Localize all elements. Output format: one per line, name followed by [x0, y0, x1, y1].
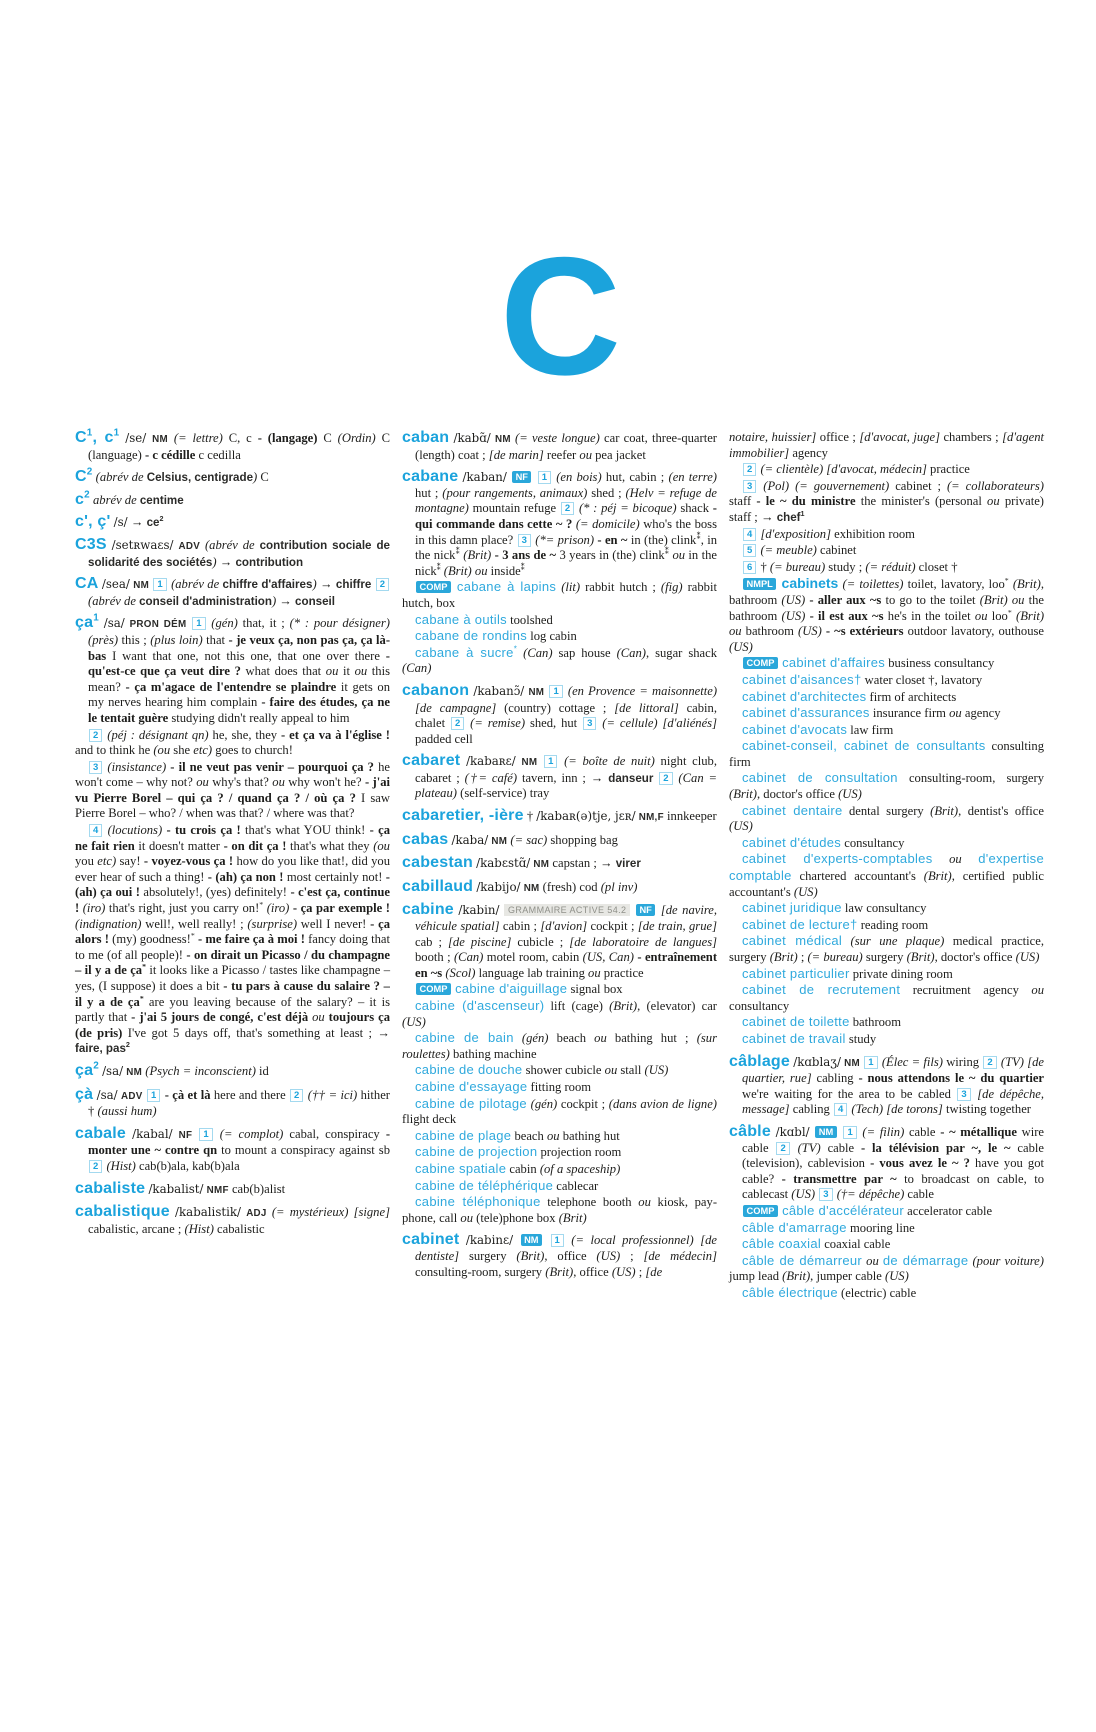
dictionary-column-3	[729, 430, 1044, 1301]
entry-headword-line: câble /kɑbl/ NM 1 (= filin) cable - ~ métallique wire cable 2 (TV) cable - la télévision par ~, le ~ cable (television), cablevision - vous avez le ~ ? have you got cable? - transmettre par ~ to broadcast on cable, to cablecast (US) 3 (†= dépêche) cable	[729, 1122, 1045, 1202]
dictionary-entry	[75, 1060, 390, 1081]
dictionary-entry	[402, 855, 717, 873]
compound-line: cabine de douche shower cubicle ou stall (US)	[415, 1062, 669, 1078]
compound-line: câble électrique (electric) cable	[742, 1284, 917, 1300]
dictionary-page	[0, 222, 1096, 1301]
compound-line: COMP cabane à lapins (lit) rabbit hutch ; (fig) rabbit hutch, box	[402, 579, 717, 610]
entry-headword-line: cabine /kabin/ GRAMMAIRE ACTIVE 54.2 NF [de navire, véhicule spatial] cabin ; [d'avion] cockpit ; [de train, grue] cab ; [de piscine] cubicle ; [de laboratoire de langues] booth ; (Can) motel room, cabin (US, Can) - entraînement en ~s (Scol) language lab training ou practice	[402, 901, 718, 980]
compound-line: cabine de bain (gén) beach ou bathing hut ; (sur roulettes) bathing machine	[402, 1030, 717, 1061]
entry-sense-line: 3 (insistance) - il ne veut pas venir – pourquoi ça ? he won't come – why not? ou why's that? ou why won't he? - j'ai vu Pierre Borel – qui ça ? / quand ça ? / où ça ? I saw Pierre Borel – who? / when was that? / where was that?	[75, 759, 391, 821]
entry-headword-line: $ça^1$ /sa/ PRON DÉM 1 (gén) that, it ; (* : pour désigner) (près) this ; (plus loin) that - je veux ça, non pas ça, ça là-bas I want that one, not this one, that one over there - qu'est-ce que ça veut dire ? what does that ou it ou this mean? - ça m'agace de l'entendre se plaindre it gets on my nerves hearing him complain - faire des études, ça ne le tentait guère studying didn't really appeal to him	[75, 613, 391, 725]
entry-headword-line: cabane /kaban/ NF 1 (en bois) hut, cabin ; (en terre) hut ; (pour rangements, animaux) shed ; (Helv = refuge de montagne) mountain refuge 2 (* : péj = bicoque) shack - qui commande dans cette ~ ? (= domicile) who's the boss in this damn place? 3 (*= prison) - en ~ in (the) clink⁑, in the nick⁑ (Brit) - 3 ans de ~ 3 years in (the) clink⁑ ou in the nick⁑ (Brit) ou inside⁑	[402, 468, 717, 578]
entry-sense-line: 5 (= meuble) cabinet	[729, 543, 1044, 559]
compound-line: cabine d'essayage fitting room	[415, 1078, 592, 1094]
dictionary-entry	[75, 537, 390, 570]
compound-line: cabinet juridique law consultancy	[742, 900, 927, 916]
compound-line: cabine spatiale cabin (of a spaceship)	[415, 1160, 621, 1176]
compound-line: cabinet de toilette bathroom	[742, 1014, 902, 1030]
entry-sense-line: 2 (= clientèle) [d'avocat, médecin] practice	[729, 462, 1044, 478]
compound-line: cabinet de recrutement recruitment agency ou consultancy	[729, 982, 1044, 1013]
entry-sense-line: 6 † (= bureau) study ; (= réduit) closet †	[729, 560, 1044, 576]
entry-headword-line: çà /sa/ ADV 1 - çà et là here and there 2 (†† = ici) hither † (aussi hum)	[75, 1085, 391, 1119]
entry-headword-line: $ça^2$ /sa/ NM (Psych = inconscient) id	[75, 1060, 269, 1079]
entry-headword-line: cabalistique /kabalistik/ ADJ (= mystérieux) [signe] cabalistic, arcane ; (Hist) cabalistic	[75, 1203, 390, 1236]
compound-line: cabine de projection projection room	[415, 1144, 622, 1160]
entry-sense-line: 3 (Pol) (= gouvernement) cabinet ; (= collaborateurs) staff - le ~ du ministre the minister's (personal ou private) staff ; → chef$^1$	[729, 478, 1044, 524]
dictionary-entry	[75, 466, 390, 486]
dictionary-entry	[729, 430, 1044, 1048]
dictionary-entry	[75, 1126, 390, 1175]
compound-line: cabinet particulier private dining room	[742, 965, 953, 981]
dictionary-entry	[75, 1087, 390, 1120]
entry-headword-line: C3S /setʀwaɛs/ ADV (abrév de contribution sociale de solidarité des sociétés) → contribution	[75, 535, 391, 569]
dictionary-entry	[402, 430, 717, 463]
compound-line: cabinet de travail study	[742, 1030, 877, 1046]
compound-line: cabane de rondins log cabin	[415, 628, 577, 644]
dictionary-entry	[402, 808, 717, 826]
compound-line: COMP cabinet d'affaires business consultancy	[729, 655, 1044, 672]
entry-headword-line: cabanon /kabanɔ̃/ NM 1 (en Provence = maisonnette) [de campagne] (country) cottage ; [de littoral] cabin, chalet 2 (= remise) shed, hut 3 (= cellule) [d'aliénés] padded cell	[402, 681, 718, 746]
entry-sense-line: NMPL cabinets (= toilettes) toilet, lavatory, loo* (Brit), bathroom (US) - aller aux ~s to go to the toilet (Brit) ou the bathroom (US) - il est aux ~s he's in the toilet ou loo* (Brit) ou bathroom (US) - ~s extérieurs outdoor lavatory, outhouse (US)	[729, 575, 1045, 654]
columns-container	[75, 427, 1045, 1301]
dictionary-entry	[75, 1204, 390, 1237]
entry-headword-line: cabale /kabal/ NF 1 (= complot) cabal, conspiracy - monter une ~ contre qn to mount a conspiracy against sb 2 (Hist) cab(b)ala, kab(b)ala	[75, 1124, 391, 1173]
entry-headword-line: $C^1$, $c^1$ /se/ NM (= lettre) C, c - (langage) C (Ordin) C (language) - c cédille c cedilla	[75, 427, 390, 462]
compound-line: cabine de plage beach ou bathing hut	[415, 1127, 620, 1143]
dictionary-entry	[402, 879, 717, 897]
dictionary-entry	[75, 1181, 390, 1199]
compound-line: câble coaxial coaxial cable	[742, 1236, 891, 1252]
dictionary-entry	[75, 576, 390, 609]
dictionary-entry	[75, 427, 390, 463]
dictionary-entry	[75, 514, 390, 531]
dictionary-entry	[729, 1054, 1044, 1118]
compound-line: cabane à sucre* (Can) sap house (Can), sugar shack (Can)	[402, 644, 717, 676]
entry-headword-line: cabestan /kabɛstɑ̃/ NM capstan ; → virer	[402, 854, 641, 872]
compound-line: cabane à outils toolshed	[415, 611, 553, 627]
dictionary-entry	[402, 683, 717, 747]
dictionary-entry	[402, 1232, 717, 1280]
compound-line: cabinet d'avocats law firm	[742, 721, 894, 737]
dictionary-entry	[75, 615, 390, 1057]
dictionary-entry	[75, 489, 390, 509]
entry-headword-line: cabaret /kabaʀɛ/ NM 1 (= boîte de nuit) night club, cabaret ; (†= café) tavern, inn ; → danseur 2 (Can = plateau) (self-service) tray	[402, 752, 717, 801]
dictionary-entry	[402, 469, 717, 677]
compound-line: cabinet d'architectes firm of architects	[742, 688, 957, 704]
compound-line: cabine (d'ascenseur) lift (cage) (Brit), (elevator) car (US)	[402, 998, 717, 1029]
entry-headword-line: cabinet /kabinɛ/ NM 1 (= local professionnel) [de dentiste] surgery (Brit), office (US) ; [de médecin] consulting-room, surgery (Brit), office (US) ; [de	[402, 1231, 717, 1279]
compound-line: câble de démarreur ou de démarrage (pour voiture) jump lead (Brit), jumper cable (US)	[729, 1252, 1044, 1284]
dictionary-entry	[402, 902, 717, 1226]
entry-headword-line: cabillaud /kabijo/ NM (fresh) cod (pl inv)	[402, 877, 638, 895]
entry-headword-line: $c^2$ abrév de centime	[75, 489, 184, 508]
entry-sense-line: 2 (péj : désignant qn) he, she, they - et ça va à l'église ! and to think he (ou she etc) goes to church!	[75, 727, 390, 758]
compound-line: cabinet d'aisances† water closet †, lavatory	[742, 671, 983, 687]
entry-headword-line: cabas /kaba/ NM (= sac) shopping bag	[402, 830, 618, 848]
section-letter: C	[499, 222, 620, 410]
compound-line: cabine téléphonique telephone booth ou kiosk, pay-phone, call ou (tele)phone box (Brit)	[402, 1194, 718, 1225]
dictionary-column-2	[402, 430, 717, 1301]
compound-line: cabinet médical (sur une plaque) medical practice, surgery (Brit) ; (= bureau) surgery (Brit), doctor's office (US)	[729, 933, 1045, 964]
compound-line: cabinet d'experts-comptables ou d'expertise comptable chartered accountant's (Brit), certified public accountant's (US)	[729, 851, 1045, 899]
entry-headword-line: CA /sea/ NM 1 (abrév de chiffre d'affaires) → chiffre 2 (abrév de conseil d'administration) → conseil	[75, 576, 390, 609]
entry-headword-line: c', ç' $/s/ \to ce^2$	[75, 513, 164, 531]
compound-line: cabinet d'assurances insurance firm ou agency	[742, 705, 1001, 721]
compound-line: cabinet de lecture† reading room	[742, 916, 929, 932]
entry-headword-line: câblage /kɑblaʒ/ NM 1 (Élec = fils) wiring 2 (TV) [de quartier, rue] cabling - nous attendons le ~ du quartier we're waiting for the area to be cabled 3 [de dépêche, message] cabling 4 (Tech) [de torons] twisting together	[729, 1052, 1044, 1117]
compound-line: cabine de téléphérique cablecar	[415, 1177, 599, 1193]
compound-line: cabinet dentaire dental surgery (Brit), dentist's office (US)	[729, 802, 1044, 834]
compound-line: COMP câble d'accélérateur accelerator cable	[729, 1203, 1044, 1220]
compound-line: cabinet-conseil, cabinet de consultants consulting firm	[729, 738, 1044, 769]
entry-headword-line: cabaliste /kabalist/ NMF cab(b)alist	[75, 1179, 286, 1197]
compound-line: cabinet de consultation consulting-room, surgery (Brit), doctor's office (US)	[729, 770, 1044, 802]
compound-line: cabinet d'études consultancy	[742, 834, 905, 850]
compound-line: cabine de pilotage (gén) cockpit ; (dans avion de ligne) flight deck	[402, 1095, 717, 1127]
dictionary-entry	[729, 1124, 1044, 1302]
entry-headword-line: caban /kabɑ̃/ NM (= veste longue) car coat, three-quarter (length) coat ; [de marin] reefer ou pea jacket	[402, 429, 717, 462]
entry-continuation-line: notaire, huissier] office ; [d'avocat, juge] chambers ; [d'agent immobilier] agency	[729, 430, 1044, 460]
entry-sense-line: 4 [d'exposition] exhibition room	[729, 527, 1044, 543]
compound-line: câble d'amarrage mooring line	[742, 1219, 915, 1235]
entry-sense-line: 4 (locutions) - tu crois ça ! that's what YOU think! - ça ne fait rien it doesn't matter - on dit ça ! that's what they (ou you etc) say! - voyez-vous ça ! how do you like that!, did you ever hear of such a thing! - (ah) ça non ! most certainly not! - (ah) ça oui ! absolutely!, (yes) definitely! - c'est ça, continue ! (iro) that's right, just you carry on!* (iro) - ça par exemple ! (indignation) well!, well really! ; (surprise) well I never! - ça alors ! (my) goodness!* - me faire ça à moi ! fancy doing that to me (of all people)! - on dirait un Picasso / du champagne – il y a de ça* it looks like a Picasso / tastes like champagne – yes, (I suppose) it does a bit - tu pars à cause du salaire ? – il y a de ça* are you leaving because of the salary? – it is partly that - j'ai 5 jours de congé, c'est déjà ou toujours ça (de pris) I've got 5 days off, that's something at least ; → faire, pas$^2$	[75, 823, 391, 1056]
dictionary-entry	[402, 832, 717, 850]
dictionary-column-1	[75, 427, 391, 1301]
entry-headword-line: $C^2$ (abrév de Celsius, centigrade) C	[75, 466, 269, 486]
compound-line: COMP cabine d'aiguillage signal box	[402, 981, 717, 998]
dictionary-entry	[402, 753, 717, 802]
entry-headword-line: cabaretier, -ière † /kabaʀ(ə)tje, jɛʀ/ NM,F innkeeper	[402, 807, 717, 825]
